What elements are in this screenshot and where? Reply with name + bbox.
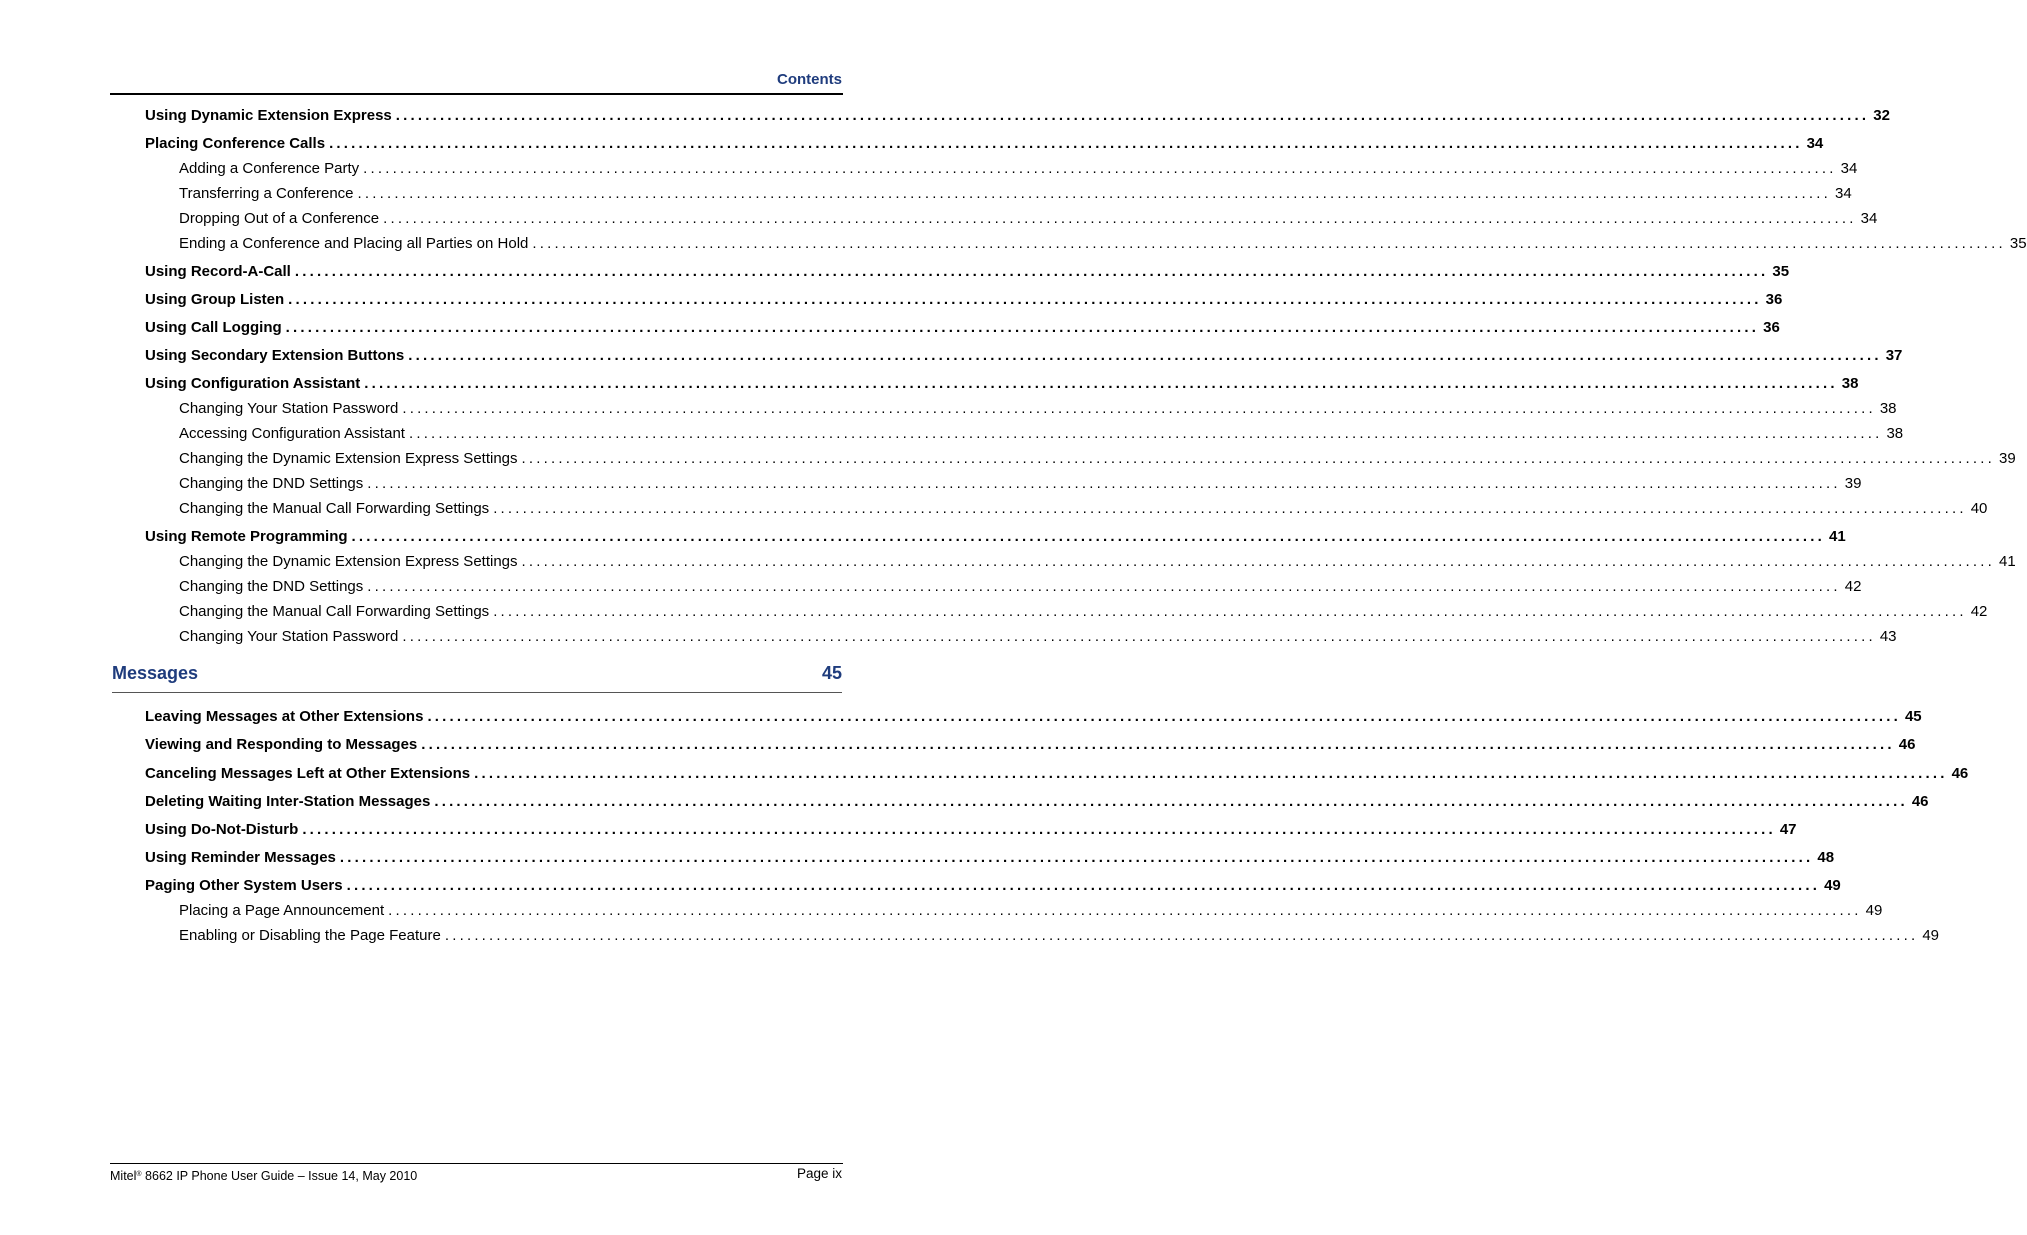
toc-entry-label: Changing Your Station Password [179, 628, 399, 645]
toc-entry-page: 39 [1999, 450, 2016, 467]
dot-leader: ........................................................................................................................................................................................................ [421, 736, 1895, 753]
toc-entry-page: 34 [1806, 135, 1824, 152]
toc-entry-page: 41 [1829, 528, 1846, 545]
dot-leader: ........................................................................................................................................................................................................ [521, 553, 1996, 570]
dot-leader: ........................................................................................................................................................................................................ [444, 927, 1919, 944]
toc-entry[interactable] [145, 764, 1969, 784]
toc-entry-label: Changing Your Station Password [179, 400, 399, 417]
toc-entry[interactable] [145, 134, 1824, 154]
toc-entry-label: Using Dynamic Extension Express [145, 107, 392, 124]
toc-entry-label: Transferring a Conference [179, 185, 354, 202]
toc-entry-page: 49 [1824, 877, 1841, 894]
dot-leader: ........................................................................................................................................................................................................ [346, 877, 1821, 894]
header-rule [110, 93, 843, 95]
toc-entry-label: Using Remote Programming [145, 528, 348, 545]
dot-leader: ........................................................................................................................................................................................................ [402, 628, 1876, 645]
toc-entry[interactable] [179, 901, 1883, 921]
toc-entry-page: 35 [1772, 263, 1790, 280]
toc-entry-page: 49 [1865, 902, 1883, 919]
toc-entry-label: Using Call Logging [145, 319, 282, 336]
toc-entry-label: Viewing and Responding to Messages [145, 736, 418, 753]
dot-leader: ........................................................................................................................................................................................................ [339, 849, 1814, 866]
toc-entry[interactable] [145, 262, 1790, 282]
toc-entry-label: Accessing Configuration Assistant [179, 425, 405, 442]
toc-entry[interactable] [179, 209, 1878, 229]
dot-leader: ........................................................................................................................................................................................................ [288, 291, 1762, 308]
dot-leader: ........................................................................................................................................................................................................ [367, 475, 1841, 492]
dot-leader: ........................................................................................................................................................................................................ [294, 263, 1769, 280]
toc-entry-page: 37 [1885, 347, 1903, 364]
footer-brand: Mitel [110, 1169, 137, 1183]
dot-leader: ........................................................................................................................................................................................................ [427, 708, 1901, 725]
toc-entry-label: Using Secondary Extension Buttons [145, 347, 405, 364]
toc-entry-page: 42 [1970, 603, 1988, 620]
toc-entry-page: 39 [1844, 475, 1862, 492]
toc-entry-label: Changing the DND Settings [179, 475, 364, 492]
toc-entry[interactable] [179, 552, 2016, 572]
toc-entry-label: Ending a Conference and Placing all Parties on Hold [179, 235, 529, 252]
toc-entry-page: 36 [1763, 319, 1780, 336]
dot-leader: ........................................................................................................................................................................................................ [408, 425, 1883, 442]
footer-page-label: Page ix [796, 1166, 842, 1181]
toc-entry-label: Using Group Listen [145, 291, 285, 308]
toc-entry[interactable] [145, 820, 1797, 840]
dot-leader: ........................................................................................................................................................................................................ [493, 500, 1967, 517]
toc-entry-page: 35 [2009, 235, 2027, 252]
toc-entry-page: 40 [1970, 500, 1988, 517]
dot-leader: ........................................................................................................................................................................................................ [402, 400, 1876, 417]
toc-entry[interactable] [145, 848, 1835, 868]
toc-entry[interactable] [179, 424, 1904, 444]
toc-entry[interactable] [179, 234, 2027, 254]
toc-entry-label: Changing the DND Settings [179, 578, 364, 595]
chapter-title: Messages [112, 663, 199, 683]
dot-leader: ........................................................................................................................................................................................................ [408, 347, 1882, 364]
dot-leader: ........................................................................................................................................................................................................ [493, 603, 1967, 620]
chapter-page: 45 [821, 663, 842, 683]
toc-entry-label: Adding a Conference Party [179, 160, 360, 177]
toc-entry[interactable] [145, 876, 1841, 896]
toc-entry[interactable] [145, 374, 1859, 394]
dot-leader: ........................................................................................................................................................................................................ [434, 793, 1908, 810]
toc-entry[interactable] [179, 449, 2016, 469]
toc-entry-page: 46 [1951, 765, 1969, 782]
toc-entry-page: 32 [1873, 107, 1890, 124]
chapter-heading[interactable] [112, 661, 842, 685]
toc-entry[interactable] [179, 627, 1897, 647]
toc-entry-page: 46 [1911, 793, 1929, 810]
toc-entry-label: Changing the Dynamic Extension Express Settings [179, 450, 518, 467]
toc-entry-page: 34 [1840, 160, 1858, 177]
toc-entry-page: 38 [1841, 375, 1859, 392]
toc-entry-page: 34 [1860, 210, 1878, 227]
toc-entry[interactable] [145, 346, 1903, 366]
toc-entry-label: Placing Conference Calls [145, 135, 326, 152]
toc-entry-page: 36 [1765, 291, 1783, 308]
dot-leader: ........................................................................................................................................................................................................ [285, 319, 1760, 336]
toc-entry-label: Changing the Dynamic Extension Express Settings [179, 553, 518, 570]
toc-entry-label: Placing a Page Announcement [179, 902, 385, 919]
toc-entry[interactable] [179, 926, 1940, 946]
toc-entry-page: 42 [1844, 578, 1862, 595]
footer-title-text: 8662 IP Phone User Guide – Issue 14, May 2010 [141, 1169, 418, 1183]
dot-leader: ........................................................................................................................................................................................................ [388, 902, 1862, 919]
dot-leader: ........................................................................................................................................................................................................ [474, 765, 1948, 782]
toc-entry-page: 45 [1904, 708, 1922, 725]
dot-leader: ........................................................................................................................................................................................................ [521, 450, 1996, 467]
toc-entry-label: Using Reminder Messages [145, 849, 336, 866]
toc-entry[interactable] [145, 527, 1846, 547]
footer-guide-title [110, 1167, 417, 1184]
header-title: Contents [777, 71, 842, 88]
toc-entry[interactable] [145, 707, 1922, 727]
chapter-rule [112, 692, 842, 693]
toc-entry[interactable] [145, 106, 1890, 126]
dot-leader: ........................................................................................................................................................................................................ [367, 578, 1841, 595]
toc-entry-page: 34 [1835, 185, 1852, 202]
toc-entry[interactable] [179, 474, 1862, 494]
toc-entry-page: 48 [1817, 849, 1835, 866]
toc-entry-page: 38 [1886, 425, 1904, 442]
toc-entry[interactable] [179, 184, 1852, 204]
dot-leader: ........................................................................................................................................................................................................ [329, 135, 1803, 152]
toc-entry-page: 47 [1779, 821, 1797, 838]
toc-entry-label: Leaving Messages at Other Extensions [145, 708, 424, 725]
toc-entry[interactable] [179, 602, 1988, 622]
toc-entry-label: Dropping Out of a Conference [179, 210, 380, 227]
dot-leader: ........................................................................................................................................................................................................ [364, 375, 1838, 392]
toc-entry-label: Paging Other System Users [145, 877, 343, 894]
footer-rule [110, 1163, 843, 1164]
toc-entry[interactable] [179, 499, 1988, 519]
toc-entry-label: Canceling Messages Left at Other Extensions [145, 765, 471, 782]
registered-mark: ® [136, 1171, 142, 1178]
toc-entry-page: 46 [1898, 736, 1916, 753]
toc-entry-label: Enabling or Disabling the Page Feature [179, 927, 441, 944]
toc-entry[interactable] [145, 290, 1783, 310]
toc-entry[interactable] [179, 399, 1897, 419]
dot-leader: ........................................................................................................................................................................................................ [532, 235, 2006, 252]
toc-entry-page: 49 [1922, 927, 1940, 944]
toc-entry-label: Using Do-Not-Disturb [145, 821, 299, 838]
dot-leader: ........................................................................................................................................................................................................ [383, 210, 1857, 227]
dot-leader: ........................................................................................................................................................................................................ [351, 528, 1826, 545]
toc-entry[interactable] [145, 792, 1929, 812]
toc-entry[interactable] [145, 318, 1780, 338]
toc-entry-page: 38 [1879, 400, 1897, 417]
toc-entry[interactable] [145, 735, 1916, 755]
toc-entry-label: Deleting Waiting Inter-Station Messages [145, 793, 431, 810]
toc-entry[interactable] [179, 577, 1862, 597]
toc-entry-label: Changing the Manual Call Forwarding Settings [179, 500, 490, 517]
dot-leader: ........................................................................................................................................................................................................ [302, 821, 1776, 838]
toc-entry-label: Using Configuration Assistant [145, 375, 361, 392]
dot-leader: ........................................................................................................................................................................................................ [357, 185, 1832, 202]
dot-leader: ........................................................................................................................................................................................................ [395, 107, 1870, 124]
toc-entry[interactable] [179, 159, 1858, 179]
dot-leader: ........................................................................................................................................................................................................ [363, 160, 1837, 177]
toc-entry-label: Using Record-A-Call [145, 263, 291, 280]
toc-entry-page: 41 [1999, 553, 2016, 570]
toc-entry-page: 43 [1879, 628, 1897, 645]
toc-entry-label: Changing the Manual Call Forwarding Settings [179, 603, 490, 620]
